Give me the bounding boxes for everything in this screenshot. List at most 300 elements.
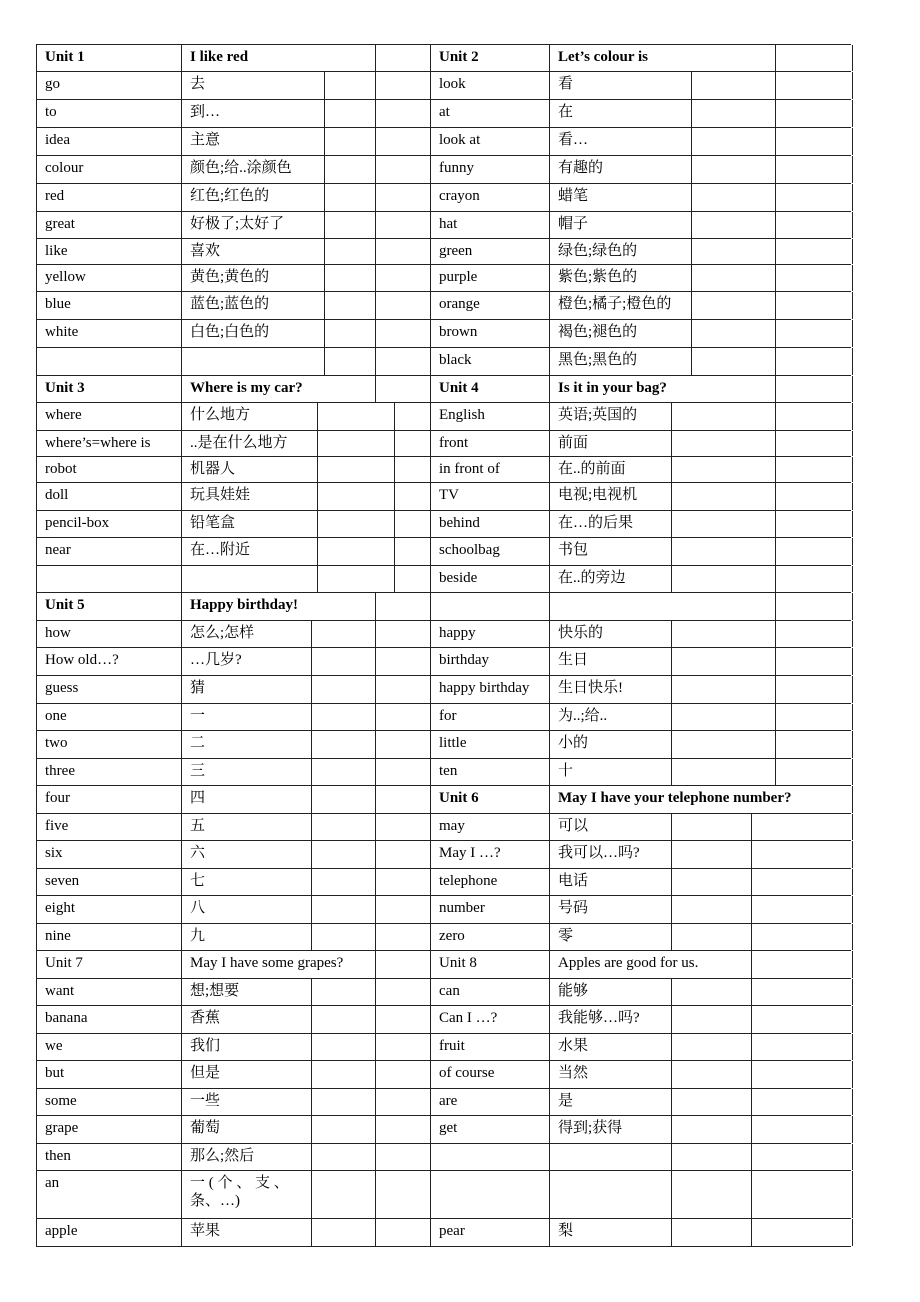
- meaning-cell: 前面: [550, 431, 672, 456]
- blank-cell: [776, 483, 852, 510]
- blank-cell: [312, 731, 376, 758]
- blank-cell: [312, 1089, 376, 1115]
- blank-cell: [376, 786, 431, 813]
- right-half: [430, 483, 853, 510]
- right-half: [430, 1034, 853, 1060]
- table-row: [36, 538, 851, 566]
- word-cell: happy: [431, 621, 550, 647]
- right-half: [430, 731, 853, 758]
- blank-cell: [376, 814, 431, 840]
- blank-cell: [312, 869, 376, 895]
- blank-cell: [752, 1061, 852, 1088]
- blank-cell: [312, 1144, 376, 1170]
- right-half: [430, 621, 853, 647]
- word-cell: are: [431, 1089, 550, 1115]
- word-cell: look at: [431, 128, 550, 155]
- meaning-cell: 梨: [550, 1219, 672, 1246]
- blank-cell: [776, 184, 852, 211]
- left-half: [36, 896, 431, 923]
- blank-cell: [692, 184, 776, 211]
- word-cell: three: [37, 759, 182, 785]
- right-half: [430, 184, 853, 211]
- blank-cell: [672, 924, 752, 950]
- blank-cell: [376, 1171, 431, 1218]
- word-cell: want: [37, 979, 182, 1005]
- right-half: [430, 1061, 853, 1088]
- blank-cell: [312, 979, 376, 1005]
- right-half: [430, 511, 853, 537]
- blank-cell: [312, 841, 376, 868]
- meaning-cell: 看: [550, 72, 692, 99]
- left-half: [36, 292, 431, 319]
- blank-cell: [376, 841, 431, 868]
- blank-cell: [376, 239, 431, 264]
- table-row: [36, 759, 851, 786]
- left-half: [36, 786, 431, 813]
- blank-cell: [376, 1219, 431, 1246]
- meaning-cell: 七: [182, 869, 312, 895]
- table-row: [36, 100, 851, 128]
- table-row: [36, 896, 851, 924]
- word-cell: two: [37, 731, 182, 758]
- meaning-cell: 电话: [550, 869, 672, 895]
- blank-cell: [376, 704, 431, 730]
- word-cell: May I …?: [431, 841, 550, 868]
- word-cell: but: [37, 1061, 182, 1088]
- table-row: [36, 1061, 851, 1089]
- blank-cell: [776, 648, 852, 675]
- right-half: [430, 924, 853, 950]
- meaning-cell: 主意: [182, 128, 325, 155]
- blank-cell: [376, 1116, 431, 1143]
- word-cell: pear: [431, 1219, 550, 1246]
- blank-cell: [312, 704, 376, 730]
- blank-cell: [672, 511, 776, 537]
- blank-cell: [672, 566, 776, 592]
- word-cell: colour: [37, 156, 182, 183]
- word-cell: ten: [431, 759, 550, 785]
- word-cell: apple: [37, 1219, 182, 1246]
- unit-title: Unit 4: [431, 376, 550, 402]
- table-row: [36, 566, 851, 593]
- table-row: [36, 676, 851, 704]
- blank-cell: [318, 403, 395, 430]
- meaning-cell: 零: [550, 924, 672, 950]
- blank-cell: [312, 1006, 376, 1033]
- blank-cell: [312, 786, 376, 813]
- blank-cell: [692, 239, 776, 264]
- left-half: [36, 376, 431, 402]
- blank-cell: [776, 348, 852, 375]
- meaning-cell: 蜡笔: [550, 184, 692, 211]
- meaning-cell: 苹果: [182, 1219, 312, 1246]
- blank-cell: [376, 1006, 431, 1033]
- table-row: [36, 786, 851, 814]
- meaning-cell: 喜欢: [182, 239, 325, 264]
- left-half: [36, 1089, 431, 1115]
- right-half: [430, 786, 853, 813]
- meaning-cell: 在…附近: [182, 538, 318, 565]
- blank-cell: [776, 292, 852, 319]
- word-cell: of course: [431, 1061, 550, 1088]
- left-half: [36, 1144, 431, 1170]
- blank-cell: [312, 924, 376, 950]
- blank-cell: [325, 184, 376, 211]
- word-cell: great: [37, 212, 182, 238]
- table-row: [36, 511, 851, 538]
- blank-cell: [776, 239, 852, 264]
- left-half: [36, 265, 431, 291]
- meaning-cell: 机器人: [182, 457, 318, 482]
- meaning-cell: 蓝色;蓝色的: [182, 292, 325, 319]
- blank-cell: [752, 1089, 852, 1115]
- blank-cell: [395, 431, 431, 456]
- word-cell: can: [431, 979, 550, 1005]
- right-half: [430, 566, 853, 592]
- meaning-cell: 帽子: [550, 212, 692, 238]
- word-cell: [431, 1144, 550, 1170]
- meaning-cell: 去: [182, 72, 325, 99]
- unit-title: Unit 6: [431, 786, 550, 813]
- blank-cell: [672, 814, 752, 840]
- meaning-cell: 为..;给..: [550, 704, 672, 730]
- table-row: [36, 239, 851, 265]
- blank-cell: [672, 979, 752, 1005]
- word-cell: nine: [37, 924, 182, 950]
- word-cell: Unit 8: [431, 951, 550, 978]
- meaning-cell: 绿色;绿色的: [550, 239, 692, 264]
- unit-title: Unit 3: [37, 376, 182, 402]
- word-cell: happy birthday: [431, 676, 550, 703]
- table-row: [36, 403, 851, 431]
- left-half: [36, 483, 431, 510]
- meaning-cell: 好极了;太好了: [182, 212, 325, 238]
- blank-cell: [752, 814, 852, 840]
- blank-cell: [312, 621, 376, 647]
- meaning-cell: 英语;英国的: [550, 403, 672, 430]
- blank-cell: [776, 731, 852, 758]
- right-half: [430, 1219, 853, 1246]
- blank-cell: [325, 292, 376, 319]
- left-half: [36, 979, 431, 1005]
- left-half: [36, 1034, 431, 1060]
- blank-cell: [376, 128, 431, 155]
- table-row: [36, 184, 851, 212]
- left-half: [36, 320, 431, 347]
- word-cell: to: [37, 100, 182, 127]
- left-half: [36, 212, 431, 238]
- word-cell: some: [37, 1089, 182, 1115]
- blank-cell: [672, 1219, 752, 1246]
- table-row: [36, 348, 851, 376]
- left-half: [36, 731, 431, 758]
- right-half: [430, 265, 853, 291]
- blank-cell: [318, 538, 395, 565]
- unit-heading: May I have your telephone number?: [558, 790, 792, 806]
- blank-cell: [752, 1144, 852, 1170]
- word-cell: yellow: [37, 265, 182, 291]
- word-cell: [431, 593, 550, 620]
- word-cell: TV: [431, 483, 550, 510]
- blank-cell: [312, 676, 376, 703]
- left-half: [36, 676, 431, 703]
- blank-cell: [776, 128, 852, 155]
- meaning-cell: 紫色;紫色的: [550, 265, 692, 291]
- word-cell: [37, 348, 182, 375]
- unit-heading: I like red: [182, 45, 376, 71]
- meaning-cell: 黄色;黄色的: [182, 265, 325, 291]
- blank-cell: [752, 1034, 852, 1060]
- unit-title: Unit 5: [37, 593, 182, 620]
- blank-cell: [752, 841, 852, 868]
- meaning-cell: May I have some grapes?: [182, 951, 376, 978]
- table-row: [36, 156, 851, 184]
- blank-cell: [672, 704, 776, 730]
- left-half: [36, 841, 431, 868]
- blank-cell: [672, 1089, 752, 1115]
- meaning-cell: 在..的旁边: [550, 566, 672, 592]
- word-cell: schoolbag: [431, 538, 550, 565]
- meaning-cell: 二: [182, 731, 312, 758]
- blank-cell: [376, 320, 431, 347]
- blank-cell: [376, 924, 431, 950]
- right-half: [430, 348, 853, 375]
- table-row: [36, 814, 851, 841]
- blank-cell: [376, 348, 431, 375]
- meaning-cell: [182, 566, 318, 592]
- word-cell: guess: [37, 676, 182, 703]
- left-half: [36, 538, 431, 565]
- meaning-cell: 六: [182, 841, 312, 868]
- blank-cell: [312, 1116, 376, 1143]
- table-row: [36, 924, 851, 951]
- word-cell: doll: [37, 483, 182, 510]
- table-row: [36, 72, 851, 100]
- blank-cell: [692, 212, 776, 238]
- table-row: [36, 265, 851, 292]
- meaning-cell: 一 ( 个 、 支 、 条、…): [182, 1171, 312, 1218]
- blank-cell: [672, 538, 776, 565]
- blank-cell: [395, 566, 431, 592]
- left-half: [36, 566, 431, 592]
- meaning-cell: 玩具娃娃: [182, 483, 318, 510]
- word-cell: telephone: [431, 869, 550, 895]
- blank-cell: [376, 593, 431, 620]
- blank-cell: [312, 1034, 376, 1060]
- word-cell: red: [37, 184, 182, 211]
- word-cell: in front of: [431, 457, 550, 482]
- blank-cell: [395, 403, 431, 430]
- word-cell: near: [37, 538, 182, 565]
- blank-cell: [318, 566, 395, 592]
- right-half: [430, 292, 853, 319]
- table-row: [36, 292, 851, 320]
- blank-cell: [395, 483, 431, 510]
- blank-cell: [318, 457, 395, 482]
- unit-heading: Let’s colour is: [550, 45, 776, 71]
- right-half: [430, 1089, 853, 1115]
- left-half: [36, 45, 431, 71]
- blank-cell: [672, 759, 776, 785]
- word-cell: blue: [37, 292, 182, 319]
- word-cell: behind: [431, 511, 550, 537]
- word-cell: How old…?: [37, 648, 182, 675]
- meaning-cell: [550, 1171, 672, 1218]
- word-cell: banana: [37, 1006, 182, 1033]
- table-row: [36, 648, 851, 676]
- blank-cell: [776, 676, 852, 703]
- word-cell: Can I …?: [431, 1006, 550, 1033]
- meaning-cell: 生日: [550, 648, 672, 675]
- meaning-cell: 葡萄: [182, 1116, 312, 1143]
- left-half: [36, 951, 431, 978]
- meaning-cell: 水果: [550, 1034, 672, 1060]
- blank-cell: [672, 403, 776, 430]
- blank-cell: [692, 348, 776, 375]
- table-row: [36, 621, 851, 648]
- blank-cell: [776, 320, 852, 347]
- right-half: [430, 1144, 853, 1170]
- table-row: [36, 593, 851, 621]
- right-half: [430, 376, 853, 402]
- meaning-cell: 红色;红色的: [182, 184, 325, 211]
- table-row: [36, 431, 851, 457]
- word-cell: [431, 1171, 550, 1218]
- word-cell: grape: [37, 1116, 182, 1143]
- blank-cell: [672, 731, 776, 758]
- meaning-cell: 八: [182, 896, 312, 923]
- unit-heading: Is it in your bag?: [550, 376, 776, 402]
- meaning-cell: 那么;然后: [182, 1144, 312, 1170]
- meaning-cell: 在…的后果: [550, 511, 672, 537]
- meaning-cell: Apples are good for us.: [550, 951, 752, 978]
- meaning-cell: [182, 348, 325, 375]
- word-cell: birthday: [431, 648, 550, 675]
- meaning-cell: 可以: [550, 814, 672, 840]
- left-half: [36, 72, 431, 99]
- table-row: [36, 483, 851, 511]
- right-half: [430, 648, 853, 675]
- meaning-cell: 想;想要: [182, 979, 312, 1005]
- blank-cell: [312, 648, 376, 675]
- blank-cell: [776, 100, 852, 127]
- blank-cell: [325, 156, 376, 183]
- left-half: [36, 1116, 431, 1143]
- word-cell: orange: [431, 292, 550, 319]
- left-half: [36, 621, 431, 647]
- blank-cell: [776, 45, 852, 71]
- meaning-cell: 三: [182, 759, 312, 785]
- blank-cell: [376, 979, 431, 1005]
- meaning-cell: 我能够…吗?: [550, 1006, 672, 1033]
- left-half: [36, 648, 431, 675]
- word-cell: Unit 7: [37, 951, 182, 978]
- word-cell: white: [37, 320, 182, 347]
- right-half: [430, 156, 853, 183]
- blank-cell: [692, 128, 776, 155]
- right-half: [430, 128, 853, 155]
- meaning-cell: 铅笔盒: [182, 511, 318, 537]
- blank-cell: [692, 265, 776, 291]
- right-half: [430, 979, 853, 1005]
- blank-cell: [776, 511, 852, 537]
- blank-cell: [776, 566, 852, 592]
- blank-cell: [672, 676, 776, 703]
- meaning-cell: 什么地方: [182, 403, 318, 430]
- word-cell: beside: [431, 566, 550, 592]
- blank-cell: [325, 212, 376, 238]
- word-cell: zero: [431, 924, 550, 950]
- unit-title: Unit 2: [431, 45, 550, 71]
- right-half: [430, 72, 853, 99]
- blank-cell: [752, 951, 852, 978]
- meaning-cell: 怎么;怎样: [182, 621, 312, 647]
- left-half: [36, 814, 431, 840]
- blank-cell: [672, 1116, 752, 1143]
- meaning-cell: 生日快乐!: [550, 676, 672, 703]
- right-half: [430, 896, 853, 923]
- meaning-cell: 有趣的: [550, 156, 692, 183]
- blank-cell: [312, 1171, 376, 1218]
- blank-cell: [395, 511, 431, 537]
- meaning-cell: 但是: [182, 1061, 312, 1088]
- meaning-cell: 白色;白色的: [182, 320, 325, 347]
- left-half: [36, 1061, 431, 1088]
- blank-cell: [672, 1061, 752, 1088]
- left-half: [36, 759, 431, 785]
- blank-cell: [376, 1144, 431, 1170]
- blank-cell: [752, 869, 852, 895]
- word-cell: purple: [431, 265, 550, 291]
- blank-cell: [752, 1116, 852, 1143]
- blank-cell: [752, 1219, 852, 1246]
- table-row: [36, 212, 851, 239]
- word-cell: front: [431, 431, 550, 456]
- blank-cell: [376, 676, 431, 703]
- meaning-cell: 褐色;褪色的: [550, 320, 692, 347]
- blank-cell: [376, 72, 431, 99]
- blank-cell: [776, 704, 852, 730]
- blank-cell: [672, 869, 752, 895]
- meaning-cell: 书包: [550, 538, 672, 565]
- blank-cell: [318, 511, 395, 537]
- blank-cell: [672, 896, 752, 923]
- left-half: [36, 431, 431, 456]
- blank-cell: [376, 1061, 431, 1088]
- meaning-cell: 九: [182, 924, 312, 950]
- right-half: [430, 759, 853, 785]
- blank-cell: [312, 1061, 376, 1088]
- word-cell: pencil-box: [37, 511, 182, 537]
- blank-cell: [376, 1034, 431, 1060]
- word-cell: for: [431, 704, 550, 730]
- meaning-cell: 看…: [550, 128, 692, 155]
- blank-cell: [672, 621, 776, 647]
- blank-cell: [376, 731, 431, 758]
- unit-title: Unit 1: [37, 45, 182, 71]
- meaning-cell: [550, 1144, 672, 1170]
- table-row: [36, 1089, 851, 1116]
- word-cell: may: [431, 814, 550, 840]
- table-row: [36, 1219, 851, 1247]
- blank-cell: [776, 72, 852, 99]
- blank-cell: [672, 841, 752, 868]
- right-half: [430, 239, 853, 264]
- word-cell: how: [37, 621, 182, 647]
- right-half: [430, 869, 853, 895]
- left-half: [36, 184, 431, 211]
- meaning-cell: 能够: [550, 979, 672, 1005]
